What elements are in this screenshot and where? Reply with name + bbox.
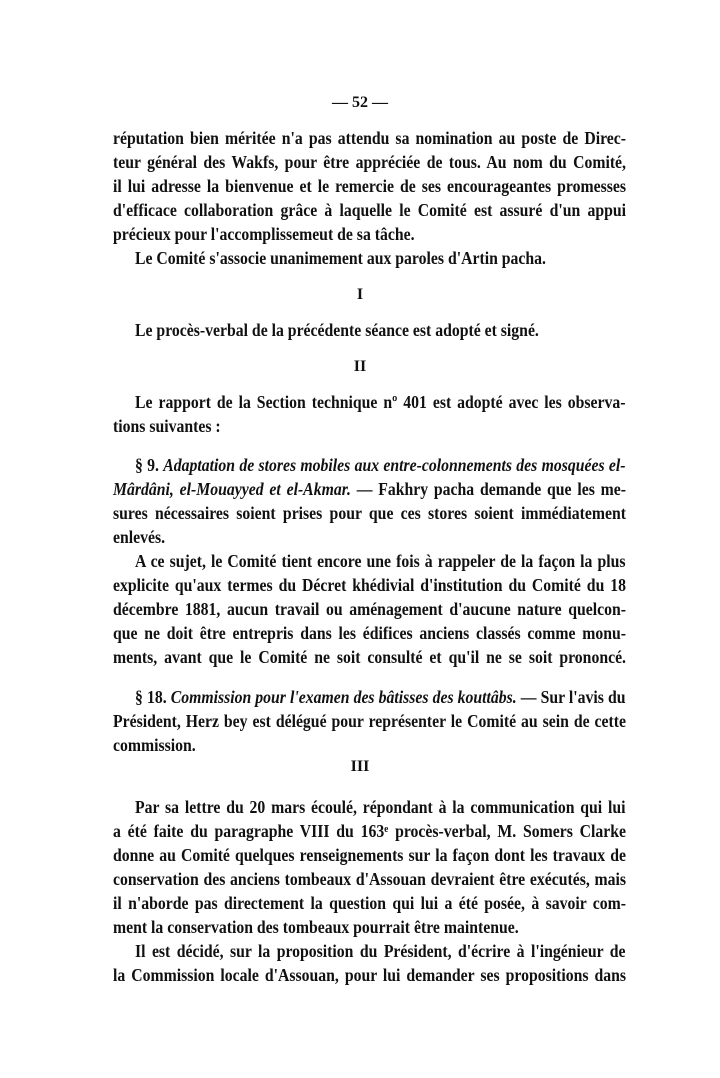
text-line: tions suivantes :	[113, 416, 221, 436]
text-line: Président, Herz bey est délégué pour représenter le Comité au sein de cette	[113, 711, 626, 731]
text: — Fakhry pacha demande que les me-	[350, 479, 627, 499]
text-line: donne au Comité quelques renseignements sur la façon dont les travaux de	[113, 845, 626, 865]
text-line	[135, 687, 626, 707]
page-number: — 52 —	[332, 94, 388, 111]
text-line: teur général des Wakfs, pour être appréciée de tous. Au nom du Comité,	[113, 152, 626, 172]
text-line: A ce sujet, le Comité tient encore une fois à rappeler de la façon la plus	[135, 551, 626, 571]
paragraph-number: § 18.	[135, 687, 171, 707]
item-title: Mârdâni, el-Mouayyed et el-Akmar.	[113, 479, 351, 499]
text-line	[135, 455, 626, 475]
text-line: la Commission locale d'Assouan, pour lui demander ses propositions dans	[113, 965, 626, 985]
text-line: Par sa lettre du 20 mars écoulé, répondant à la communication qui lui	[135, 797, 626, 817]
text-line: décembre 1881, aucun travail ou aménagement d'aucune nature quelcon-	[113, 599, 626, 619]
item-title: Commission pour l'examen des bâtisses des kouttâbs.	[170, 687, 517, 707]
text-line: Le procès-verbal de la précédente séance est adopté et signé.	[135, 320, 539, 340]
text-line: il n'aborde pas directement la question qui lui a été posée, à savoir com-	[113, 893, 626, 913]
text-line: Il est décidé, sur la proposition du Président, d'écrire à l'ingénieur de	[135, 941, 626, 961]
text-line: que ne doit être entrepris dans les édifices anciens classés comme monu-	[113, 623, 626, 643]
text-line: sures nécessaires soient prises pour que ces stores soient immédiatement	[113, 503, 626, 523]
text-line	[113, 479, 626, 499]
text-line: d'efficace collaboration grâce à laquelle le Comité est assuré d'un appui	[113, 200, 626, 220]
text-line: ment la conservation des tombeaux pourrait être maintenue.	[113, 917, 519, 937]
text-line: réputation bien méritée n'a pas attendu sa nomination au poste de Direc-	[113, 128, 626, 148]
text-line: a été faite du paragraphe VIII du 163ᵉ procès-verbal, M. Somers Clarke	[113, 821, 626, 841]
text-line: Le rapport de la Section technique nº 401 est adopté avec les observa-	[135, 392, 626, 412]
text-line: Le Comité s'associe unanimement aux paroles d'Artin pacha.	[135, 248, 546, 268]
text-line: ments, avant que le Comité ne soit consulté et qu'il ne se soit prononcé.	[113, 647, 626, 667]
section-heading: II	[353, 358, 367, 375]
text-line: précieux pour l'accomplissemeut de sa tâche.	[113, 224, 415, 244]
paragraph-number: § 9.	[135, 455, 164, 475]
text-line: il lui adresse la bienvenue et le remercie de ses encourageantes promesses	[113, 176, 626, 196]
item-title: Adaptation de stores mobiles aux entre-colonnements des mosquées el-	[163, 455, 626, 475]
text-line: conservation des anciens tombeaux d'Assouan devraient être exécutés, mais	[113, 869, 626, 889]
text: — Sur l'avis du	[516, 687, 626, 707]
section-heading: I	[356, 286, 364, 303]
text-line: enlevés.	[113, 527, 166, 547]
section-heading: III	[350, 758, 370, 775]
text-line: commission.	[113, 735, 196, 755]
text-line: explicite qu'aux termes du Décret khédivial d'institution du Comité du 18	[113, 575, 626, 595]
